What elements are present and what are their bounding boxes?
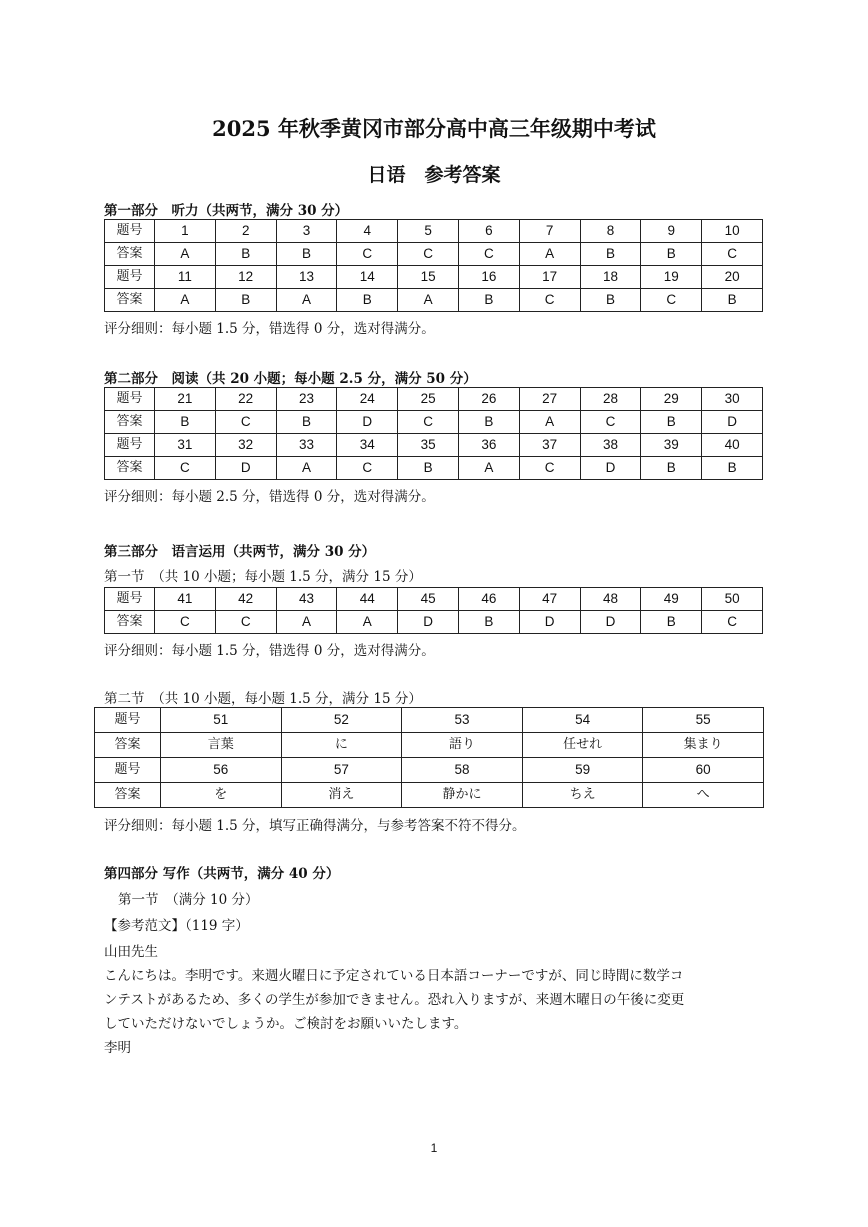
- question-number-cell: 31: [155, 434, 216, 457]
- question-number-cell: 44: [337, 588, 398, 611]
- question-number-row: [105, 266, 763, 289]
- answer-label: 答案: [95, 733, 161, 758]
- question-number-label: 题号: [105, 220, 155, 243]
- question-number-cell: 1: [155, 220, 216, 243]
- question-number-cell: 49: [641, 588, 702, 611]
- answer-cell: D: [580, 457, 641, 480]
- question-number-cell: 19: [641, 266, 702, 289]
- answer-cell: B: [337, 289, 398, 312]
- question-number-cell: 40: [702, 434, 763, 457]
- answer-cell: A: [155, 289, 216, 312]
- question-number-cell: 47: [519, 588, 580, 611]
- answer-label: 答案: [105, 457, 155, 480]
- question-number-row: [95, 758, 764, 783]
- question-number-cell: 20: [702, 266, 763, 289]
- question-number-cell: 18: [580, 266, 641, 289]
- answer-row: [105, 411, 763, 434]
- question-number-cell: 32: [215, 434, 276, 457]
- answer-row: [95, 733, 764, 758]
- answer-cell: B: [458, 411, 519, 434]
- question-number-cell: 11: [155, 266, 216, 289]
- part1-note: 评分细则：每小题 1.5 分，错选得 0 分，选对得满分。: [104, 321, 435, 337]
- question-number-cell: 12: [215, 266, 276, 289]
- question-number-cell: 60: [643, 758, 764, 783]
- essay-line-3: していただけないでしょうか。ご検討をお願いいたします。: [104, 1016, 468, 1032]
- question-number-label: 题号: [105, 388, 155, 411]
- question-number-cell: 7: [519, 220, 580, 243]
- question-number-cell: 29: [641, 388, 702, 411]
- answer-cell: B: [641, 411, 702, 434]
- answer-cell: D: [337, 411, 398, 434]
- answer-cell: C: [398, 243, 459, 266]
- answer-cell: ちえ: [522, 783, 643, 808]
- question-number-cell: 16: [458, 266, 519, 289]
- answer-cell: A: [337, 611, 398, 634]
- answer-cell: C: [519, 457, 580, 480]
- essay-line-2: ンテストがあるため、多くの学生が参加できません。恐れ入りますが、来週木曜日の午後に変更: [104, 992, 685, 1008]
- question-number-cell: 2: [215, 220, 276, 243]
- answer-cell: 語り: [402, 733, 523, 758]
- answer-cell: B: [215, 289, 276, 312]
- answer-cell: C: [337, 457, 398, 480]
- answer-row: [105, 289, 763, 312]
- question-number-cell: 58: [402, 758, 523, 783]
- answer-cell: C: [702, 611, 763, 634]
- question-number-cell: 27: [519, 388, 580, 411]
- answer-cell: B: [702, 289, 763, 312]
- essay-line-1: こんにちは。李明です。来週火曜日に予定されている日本語コーナーですが、同じ時間に数学コ: [104, 968, 684, 984]
- question-number-cell: 43: [276, 588, 337, 611]
- answer-cell: A: [519, 411, 580, 434]
- answer-row: [105, 457, 763, 480]
- question-number-label: 题号: [95, 758, 161, 783]
- answer-cell: B: [641, 243, 702, 266]
- question-number-cell: 34: [337, 434, 398, 457]
- part4-heading: 第四部分 写作（共两节，满分 40 分）: [104, 866, 340, 882]
- question-number-cell: 24: [337, 388, 398, 411]
- answer-label: 答案: [105, 611, 155, 634]
- answer-cell: A: [155, 243, 216, 266]
- question-number-cell: 45: [398, 588, 459, 611]
- question-number-cell: 56: [161, 758, 282, 783]
- sample-essay-label: 【参考范文】（119 字）: [104, 918, 249, 934]
- answer-cell: を: [161, 783, 282, 808]
- answer-label: 答案: [105, 289, 155, 312]
- answer-cell: 任せれ: [522, 733, 643, 758]
- answer-cell: D: [702, 411, 763, 434]
- answer-cell: D: [215, 457, 276, 480]
- question-number-cell: 6: [458, 220, 519, 243]
- answer-cell: B: [641, 611, 702, 634]
- question-number-cell: 5: [398, 220, 459, 243]
- page-title: 2025 年秋季黄冈市部分高中高三年级期中考试: [212, 116, 656, 141]
- answer-cell: 集まり: [643, 733, 764, 758]
- question-number-cell: 46: [458, 588, 519, 611]
- answer-cell: B: [155, 411, 216, 434]
- answer-cell: D: [580, 611, 641, 634]
- answer-cell: に: [281, 733, 402, 758]
- part3-section1-note: 评分细则：每小题 1.5 分，错选得 0 分，选对得满分。: [104, 643, 435, 659]
- answer-cell: 消え: [281, 783, 402, 808]
- answer-cell: B: [398, 457, 459, 480]
- answer-cell: B: [580, 243, 641, 266]
- question-number-cell: 17: [519, 266, 580, 289]
- answer-cell: B: [458, 289, 519, 312]
- part2-note: 评分细则：每小题 2.5 分，错选得 0 分，选对得满分。: [104, 489, 435, 505]
- question-number-cell: 8: [580, 220, 641, 243]
- question-number-cell: 57: [281, 758, 402, 783]
- answer-cell: C: [155, 611, 216, 634]
- answer-cell: 静かに: [402, 783, 523, 808]
- question-number-cell: 10: [702, 220, 763, 243]
- question-number-cell: 14: [337, 266, 398, 289]
- answer-cell: A: [519, 243, 580, 266]
- page-subtitle: 日语 参考答案: [367, 164, 501, 186]
- page-number: 1: [430, 1141, 438, 1155]
- answer-cell: B: [641, 457, 702, 480]
- question-number-row: [105, 588, 763, 611]
- question-number-cell: 4: [337, 220, 398, 243]
- answer-cell: へ: [643, 783, 764, 808]
- answer-cell: B: [215, 243, 276, 266]
- answer-cell: A: [276, 289, 337, 312]
- essay-signature: 李明: [104, 1040, 131, 1056]
- answer-row: [95, 783, 764, 808]
- question-number-cell: 55: [643, 708, 764, 733]
- question-number-cell: 35: [398, 434, 459, 457]
- answer-cell: C: [519, 289, 580, 312]
- question-number-cell: 25: [398, 388, 459, 411]
- question-number-cell: 36: [458, 434, 519, 457]
- answer-cell: C: [337, 243, 398, 266]
- question-number-row: [105, 388, 763, 411]
- part3-section1-heading: 第一节 （共 10 小题；每小题 1.5 分，满分 15 分）: [104, 569, 422, 585]
- part1-heading: 第一部分 听力（共两节，满分 30 分）: [104, 203, 349, 219]
- answer-label: 答案: [105, 243, 155, 266]
- answer-cell: 言葉: [161, 733, 282, 758]
- question-number-cell: 37: [519, 434, 580, 457]
- answer-cell: A: [398, 289, 459, 312]
- part3-section1-answer-table: [104, 587, 763, 634]
- question-number-row: [95, 708, 764, 733]
- question-number-label: 题号: [95, 708, 161, 733]
- answer-cell: C: [215, 611, 276, 634]
- answer-cell: D: [519, 611, 580, 634]
- answer-row: [105, 243, 763, 266]
- answer-label: 答案: [105, 411, 155, 434]
- question-number-cell: 3: [276, 220, 337, 243]
- question-number-cell: 39: [641, 434, 702, 457]
- part1-answer-table: [104, 219, 763, 312]
- question-number-row: [105, 220, 763, 243]
- question-number-cell: 13: [276, 266, 337, 289]
- answer-cell: B: [276, 243, 337, 266]
- question-number-label: 题号: [105, 266, 155, 289]
- question-number-label: 题号: [105, 588, 155, 611]
- part3-heading: 第三部分 语言运用（共两节，满分 30 分）: [104, 544, 376, 560]
- part2-answer-table: [104, 387, 763, 480]
- question-number-cell: 50: [702, 588, 763, 611]
- part3-section2-answer-table: [94, 707, 764, 808]
- question-number-cell: 30: [702, 388, 763, 411]
- answer-row: [105, 611, 763, 634]
- part2-heading: 第二部分 阅读（共 20 小题；每小题 2.5 分，满分 50 分）: [104, 371, 477, 387]
- answer-cell: C: [641, 289, 702, 312]
- answer-cell: A: [276, 457, 337, 480]
- question-number-cell: 15: [398, 266, 459, 289]
- answer-cell: C: [155, 457, 216, 480]
- essay-greeting: 山田先生: [104, 944, 158, 960]
- question-number-cell: 21: [155, 388, 216, 411]
- answer-cell: A: [458, 457, 519, 480]
- question-number-row: [105, 434, 763, 457]
- question-number-cell: 22: [215, 388, 276, 411]
- question-number-cell: 51: [161, 708, 282, 733]
- question-number-cell: 42: [215, 588, 276, 611]
- answer-cell: C: [215, 411, 276, 434]
- answer-cell: C: [702, 243, 763, 266]
- answer-cell: C: [580, 411, 641, 434]
- question-number-cell: 26: [458, 388, 519, 411]
- question-number-cell: 33: [276, 434, 337, 457]
- question-number-cell: 59: [522, 758, 643, 783]
- question-number-cell: 38: [580, 434, 641, 457]
- answer-cell: A: [276, 611, 337, 634]
- answer-cell: B: [702, 457, 763, 480]
- question-number-cell: 28: [580, 388, 641, 411]
- question-number-cell: 9: [641, 220, 702, 243]
- answer-cell: C: [458, 243, 519, 266]
- answer-cell: B: [458, 611, 519, 634]
- question-number-cell: 54: [522, 708, 643, 733]
- question-number-label: 题号: [105, 434, 155, 457]
- part4-section1-heading: 第一节 （满分 10 分）: [118, 892, 259, 908]
- part3-section2-heading: 第二节 （共 10 小题，每小题 1.5 分，满分 15 分）: [104, 691, 422, 707]
- question-number-cell: 53: [402, 708, 523, 733]
- answer-cell: C: [398, 411, 459, 434]
- answer-cell: D: [398, 611, 459, 634]
- question-number-cell: 23: [276, 388, 337, 411]
- answer-label: 答案: [95, 783, 161, 808]
- part3-section2-note: 评分细则：每小题 1.5 分，填写正确得满分，与参考答案不符不得分。: [104, 818, 526, 834]
- answer-cell: B: [580, 289, 641, 312]
- question-number-cell: 41: [155, 588, 216, 611]
- answer-cell: B: [276, 411, 337, 434]
- question-number-cell: 48: [580, 588, 641, 611]
- question-number-cell: 52: [281, 708, 402, 733]
